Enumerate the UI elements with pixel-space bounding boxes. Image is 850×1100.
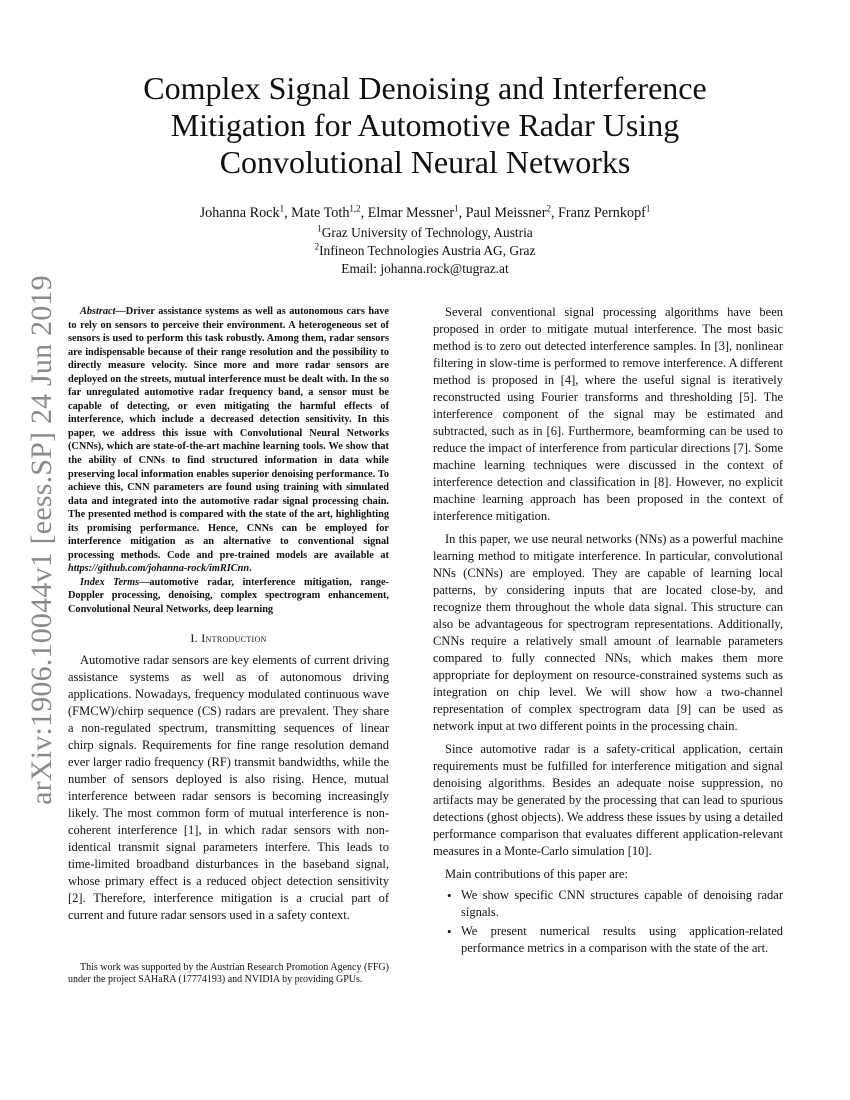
affiliation [90, 224, 760, 242]
body-paragraph: Main contributions of this paper are: [445, 867, 628, 881]
title-line: Complex Signal Denoising and Interference [143, 70, 707, 106]
body-paragraph: Several conventional signal processing algorithms have been proposed in order to mitigate mutual interference. The most basic method is to zero out detected interference samples. In [3], nonlinear filtering in slow-time is performed to remove interference. A different method is proposed in [4], where the useful signal is iteratively reconstructed using Fourier transforms and thresholding [5]. The interference component of the signal may be estimated and subtracted, such as in [6]. Furthermore, beamforming can be used to reduce the impact of interference from particular directions [7]. Some machine learning techniques were discussed in the context of interference detection and classification in [8]. However, no explicit machine learning approach has been proposed in the context of interference mitigation. [433, 305, 783, 523]
body-paragraph: In this paper, we use neural networks (NNs) as a powerful machine learning method to mitigate interference. In particular, convolutional NNs (CNNs) are employed. They are capable of learning local patterns, by considering inputs that are located close-by, and recognize them throughout the whole data signal. This structure can also be advantageous for spectrogram representations. Additionally, CNNs require a relatively small amount of learnable parameters compared to fully connected NNs, which makes them more appropriate for deployment on resource-constrained systems such as integration on chip level. We will show how a two-channel representation of complex spectrogram data [9] can be used as network input at two different points in the processing chain. [433, 532, 783, 733]
author-affil-mark: 1 [645, 203, 651, 214]
index-terms-lead: Index Terms [80, 576, 140, 588]
contribution-item: • We present numerical results using application-related performance metrics in a comparison with the state of the art. [433, 923, 783, 957]
index-terms-body: —automotive radar, interference mitigation, range-Doppler processing, denoising, complex spectrogram enhancement, Convolutional Neural Networks, deep learning [68, 576, 389, 616]
abstract-lead: Abstract [80, 306, 116, 317]
affil-mark: 2 [314, 241, 320, 252]
section-heading: I. Introduction [190, 630, 267, 645]
author-name: Franz Pernkopf [558, 205, 646, 221]
affiliation [90, 242, 760, 260]
author-name: Johanna Rock [199, 205, 280, 221]
author-name: Mate Toth [291, 205, 350, 221]
index-terms [68, 576, 389, 617]
author-name: Paul Meissner [465, 205, 547, 221]
paper-title [90, 70, 760, 181]
author-name: Elmar Messner [367, 205, 455, 221]
code-link[interactable]: https://github.com/johanna-rock/imRICnn [68, 563, 250, 575]
abstract-body: —Driver assistance systems as well as autonomous cars have to rely on sensors to perceive their environment. A heterogeneous set of sensors is used to perform this task robustly. Among them, radar sensors are indispensable because of their range resolution and the possibility to directly measure velocity. Since more and more radar sensors are deployed on the streets, mutual interference must be dealt with. In the so far unregulated automotive radar frequency band, a sensor must be capable of detecting, or even mitigating the harmful effects of interference, which include a decreased detection sensitivity. In this paper, we address this issue with Convolutional Neural Networks (CNNs), which are state-of-the-art machine learning tools. We show that the ability of CNNs to find structured information in data while preserving local information enables superior denoising performance. To achieve this, CNN parameters are found using training with simulated data and integrated into the automotive radar signal processing chain. The presented method is compared with the state of the art, highlighting its promising performance. Hence, CNNs can be employed for interference mitigation as an alternative to conventional signal processing methods. Code and pre-trained models are available at [68, 306, 389, 561]
contribution-list [433, 887, 783, 957]
right-column [433, 304, 783, 957]
contribution-item: • We show specific CNN structures capable of denoising radar signals. [433, 887, 783, 921]
arxiv-stamp [22, 260, 62, 820]
author-affil-mark: 1 [454, 203, 459, 214]
email-text: Email: johanna.rock@tugraz.at [341, 261, 509, 276]
intro-paragraph: Automotive radar sensors are key elements of current driving assistance systems as well as of autonomous driving applications. Nowadays, frequency modulated continuous wave (FMCW)/chirp sequence (CS) radars are prevalent. They share a non-regulated spectrum, transmitting sequences of linear chirp signals. Requirements for fine range resolution demand ever larger radio frequency (RF) transmit bandwidths, while the number of sensors deployed is also rising. Hence, mutual interference between radar sensors is becoming increasingly likely. The most common form of mutual interference is non-coherent interference [1], in which radar sensors with non-identical transmit signal parameters interfere. This leads to time-limited broadband disturbances in the baseband signal, whose primary effect is a reduced object detection sensitivity [2]. Therefore, interference mitigation is a crucial part of current and future radar sensors used in a safety context. [68, 652, 389, 922]
author-affil-mark: 2 [546, 203, 551, 214]
left-column [68, 305, 389, 924]
affil-text: Infineon Technologies Austria AG, Graz [319, 243, 536, 258]
author-affil-mark: 1,2 [349, 203, 361, 214]
affil-mark: 1 [317, 223, 322, 234]
contact-email [90, 260, 760, 278]
author-list: Johanna Rock$^1$, Mate Toth$^{1,2}$, Elmar Messner$^1$, Paul Meissner$^2$, Franz Pernkopf$^1$ [199, 203, 651, 221]
abstract-end: . [249, 563, 252, 575]
title-line: Convolutional Neural Networks [219, 144, 631, 180]
title-line: Mitigation for Automotive Radar Using [170, 107, 680, 143]
author-affil-mark: 1 [279, 203, 285, 214]
affil-text: Graz University of Technology, Austria [321, 225, 533, 240]
funding-footnote: This work was supported by the Austrian Research Promotion Agency (FFG) under the project SAHaRA (17774193) and NVIDIA by providing GPUs. [68, 962, 389, 985]
arxiv-stamp-text: arXiv:1906.10044v1 [eess.SP] 24 Jun 2019 [25, 275, 58, 805]
body-paragraph: Since automotive radar is a safety-critical application, certain requirements must be fulfilled for interference mitigation and signal denoising algorithms. Besides an adequate noise suppression, no artifacts may be generated by the processing that can lead to spurious detections (ghost objects). We address these issues by using a detailed performance comparison that evaluates different application-relevant measures in a Monte-Carlo simulation [10]. [433, 742, 783, 858]
abstract [68, 305, 389, 576]
